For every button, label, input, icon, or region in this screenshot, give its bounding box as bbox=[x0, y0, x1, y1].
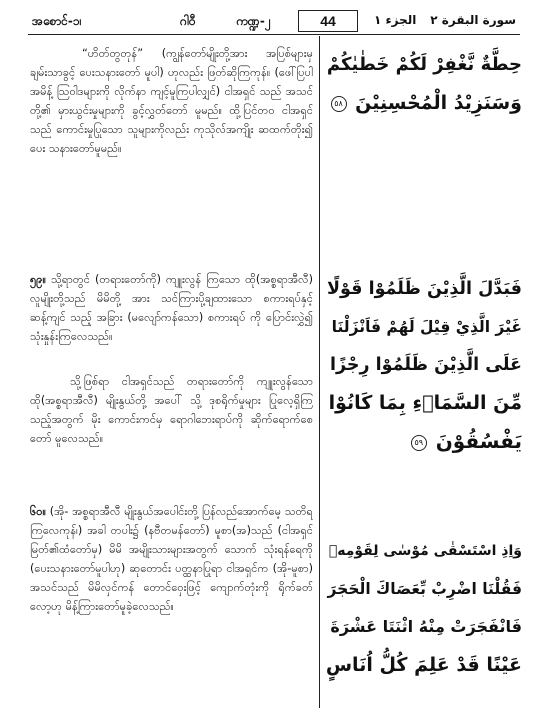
juz-label: الجزء ١ bbox=[374, 13, 417, 27]
page-header bbox=[28, 8, 520, 35]
arabic-line: عَلَى الَّذِيْنَ ظَلَمُوْا رِجْزًا bbox=[330, 355, 522, 375]
page-number: 44 bbox=[298, 10, 358, 32]
paragraph-text: “ဟိတ်တွတုန်” (ကျွန်တော်မျိုးတို့အား အပြစ်များမှ ချမ်းသာခွင့် ပေးသနားတော် မူပါ) ဟုလည်း ဖြတ်ဆိုကြကုန်။ (ဖေါ်ပြပါ အမိန့် သြဝါဒများကို လိုက်နာ ကျင့်မူကြပါလျှင်) ငါအရှင် သည် အသင်တို့၏ မှားယွင်းမှုများကို ခွင့်လွှတ်တော် မူမည်။ ထို့ပြင်တဝ ငါအရှင်သည် ကောင်းမှုပြုသော သူများကိုလည်း ကုသိုလ်အကျိုး ဆထက်တိုး၍ ပေး သနားတော်မူမည်။ bbox=[30, 47, 313, 155]
translation-paragraph-60 bbox=[30, 502, 313, 616]
arabic-line: مِّنَ السَّمَاۤءِ بِمَا كَانُوْا bbox=[328, 392, 522, 414]
verse-number: ၅၉။ bbox=[30, 273, 46, 286]
section-label: ဂါဝီ bbox=[180, 14, 196, 28]
arabic-verse-block-60 bbox=[326, 532, 522, 684]
arabic-line: وَاِذِ اسْتَسْقٰى مُوْسٰى لِقَوْمِهٖ bbox=[328, 543, 522, 559]
arabic-line: غَيْرَ الَّذِيْ قِيْلَ لَهُمْ فَاَنْزَلْنَا bbox=[331, 318, 522, 336]
arabic-line: حِطَّةٌ نَّغْفِرْ لَكُمْ خَطٰيٰكُمْ bbox=[326, 54, 522, 75]
surah-label: سورة البقرة ٢ bbox=[430, 13, 516, 27]
verse-number: ၆၀။ bbox=[30, 505, 46, 518]
ayah-number-marker: ٥٩ bbox=[411, 435, 427, 451]
paragraph-text: သို့ဖြစ်ရာ ငါအရှင်သည် တရားတော်ကို ကျူးလွန်သော ထို(အစ္စရာအီလီ) မျိုးနွယ်တို့ အပေါ် သို့ ဒုစရိုက်မှုများ ပြုလေ့ရှိကြ သည့်အတွက် မိုး ကောင်းကင်မှ ရောဂါဘေးရာပ်ကို ဆိုက်ရောက်စေတော် မူလေသည်။ bbox=[30, 375, 313, 445]
arabic-line: فَانْفَجَرَتْ مِنْهُ اثْنَتَا عَشْرَةَ bbox=[330, 617, 522, 636]
translation-paragraph-58 bbox=[30, 44, 313, 158]
arabic-line: عَيْنًا قَدْ عَلِمَ كُلُّ اُنَاسٍ bbox=[325, 654, 522, 676]
volume-label: အစောင်-၁၊ bbox=[32, 14, 82, 28]
arabic-line bbox=[326, 422, 522, 460]
ayah-number-marker: ٥٨ bbox=[331, 96, 347, 112]
arabic-line-text: يَفْسُقُوْنَ bbox=[435, 429, 522, 453]
paragraph-text: (အို- အစ္စရာအီလီ မျိုးနွယ်အပေါင်းတို့ ပြန်လည်အောက်မေ့ သတိရကြလေကုန်၊) အခါ တပါး၌ (နဗီတမန်တော်) မူစာ(အ)သည် (ငါအရှင် မြတ်၏ထံတော်မှ) မိမိ အမျိုးသားများအတွက် သောက် သုံးရန်ရေကို (ပေးသနားတော်မူပါဟု) ဆုတောင်း ပတ္ထနာပြုရာ ငါအရှင်က (အို-မူစာ) အသင်သည် မိမိလှင်ကန် တောင်ဝှေးဖြင့် ကျောက်တုံးကို ရိုက်ခတ် လော့ဟု မိန့်ကြားတော်မူခဲ့လေသည်။ bbox=[30, 505, 313, 613]
translation-paragraph-59 bbox=[30, 270, 313, 346]
column-divider bbox=[319, 36, 320, 708]
arabic-verse-block-58 bbox=[326, 46, 522, 122]
arabic-verse-block-59 bbox=[326, 270, 522, 460]
part-label: ကဏ္ဍ-၂ bbox=[236, 14, 271, 28]
paragraph-text: သို့ရာတွင် (တရားတော်ကို) ကျူးလွန် ကြသော ထို(အစ္စရာအီလီ) လူမျိုးတို့သည် မိမိတို့ အား သင်ကြားပို့ချထားသော စကားရပ်နှင့် ဆန့်ကျင် သည့် အခြား (မလျော်ကန်သော) စကားရပ် ကို ပြောင်းလွှဲ၍ သုံးနှုန်းကြလေသည်။ bbox=[30, 273, 313, 343]
arabic-line: فَقُلْنَا اضْرِبْ بِّعَصَاكَ الْحَجَرَ bbox=[327, 580, 522, 598]
arabic-line: فَبَدَّلَ الَّذِيْنَ ظَلَمُوْا قَوْلًا bbox=[327, 279, 522, 299]
arabic-line bbox=[326, 84, 522, 122]
arabic-line-text: وَسَنَزِيْدُ الْمُحْسِنِيْنَ bbox=[355, 92, 522, 114]
translation-paragraph-59b bbox=[30, 372, 313, 448]
